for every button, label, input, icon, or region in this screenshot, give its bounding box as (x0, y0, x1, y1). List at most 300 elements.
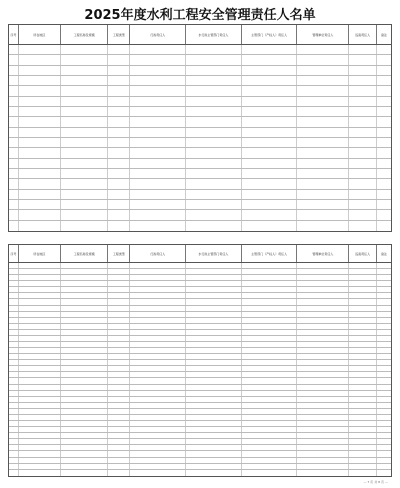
table-cell (108, 159, 130, 168)
table-cell (130, 200, 186, 209)
table-cell (186, 275, 242, 280)
table-cell (297, 445, 349, 450)
col-header: 工程名称及规模 (61, 25, 109, 44)
table-body (9, 263, 391, 476)
table-cell (130, 403, 186, 408)
table-cell (349, 366, 377, 371)
table-cell (108, 312, 130, 317)
table-cell (349, 159, 377, 168)
table-cell (377, 397, 391, 402)
table-cell (242, 470, 298, 476)
table-cell (61, 128, 109, 137)
table-cell (108, 427, 130, 432)
table-cell (349, 464, 377, 469)
table-cell (9, 433, 19, 438)
table-cell (61, 324, 109, 329)
table-cell (186, 348, 242, 353)
table-cell (242, 293, 298, 298)
table-cell (377, 45, 391, 54)
table-cell (242, 263, 298, 268)
table-cell (19, 342, 61, 347)
table-cell (377, 464, 391, 469)
table-cell (9, 427, 19, 432)
table-cell (108, 403, 130, 408)
table-cell (9, 470, 19, 476)
table-cell (186, 138, 242, 147)
table-cell (297, 97, 349, 106)
table-cell (377, 378, 391, 383)
table-cell (9, 415, 19, 420)
table-cell (108, 97, 130, 106)
table-cell (61, 348, 109, 353)
table-cell (186, 97, 242, 106)
table-cell (108, 421, 130, 426)
table-cell (130, 55, 186, 64)
table-cell (297, 45, 349, 54)
table-cell (186, 221, 242, 231)
table-cell (108, 378, 130, 383)
table-cell (19, 348, 61, 353)
table-cell (130, 354, 186, 359)
table-cell (130, 210, 186, 219)
table-cell (130, 324, 186, 329)
col-header: 工程名称及规模 (61, 245, 109, 262)
table-cell (349, 415, 377, 420)
table-cell (242, 324, 298, 329)
table-cell (377, 312, 391, 317)
table-cell (61, 76, 109, 85)
table-cell (349, 354, 377, 359)
table-cell (61, 378, 109, 383)
table-cell (61, 299, 109, 304)
table-cell (130, 415, 186, 420)
table-body (9, 45, 391, 231)
table-cell (19, 299, 61, 304)
table-row (9, 76, 391, 86)
table-cell (297, 275, 349, 280)
table-cell (19, 281, 61, 286)
table-cell (297, 76, 349, 85)
table-cell (349, 312, 377, 317)
table-cell (61, 336, 109, 341)
table-cell (377, 324, 391, 329)
table-cell (377, 439, 391, 444)
table-cell (377, 348, 391, 353)
table-cell (9, 366, 19, 371)
table-cell (108, 293, 130, 298)
table-cell (108, 55, 130, 64)
table-cell (242, 336, 298, 341)
table-cell (242, 269, 298, 274)
table-cell (61, 263, 109, 268)
table-cell (242, 221, 298, 231)
table-cell (61, 372, 109, 377)
table-cell (61, 45, 109, 54)
table-cell (349, 97, 377, 106)
table-cell (242, 281, 298, 286)
table-cell (349, 190, 377, 199)
table-cell (377, 210, 391, 219)
table-cell (19, 138, 61, 147)
table-cell (108, 66, 130, 75)
table-cell (9, 330, 19, 335)
table-cell (242, 360, 298, 365)
table-cell (349, 138, 377, 147)
table-cell (130, 45, 186, 54)
table-cell (108, 299, 130, 304)
table-cell (108, 464, 130, 469)
table-cell (19, 312, 61, 317)
table-cell (349, 318, 377, 323)
table-cell (186, 439, 242, 444)
table-cell (19, 330, 61, 335)
table-cell (61, 190, 109, 199)
table-cell (130, 366, 186, 371)
table-cell (186, 427, 242, 432)
table-cell (108, 324, 130, 329)
table-row (9, 179, 391, 189)
table-row (9, 190, 391, 200)
table-cell (377, 190, 391, 199)
table-row (9, 97, 391, 107)
table-cell (9, 169, 19, 178)
table-cell (242, 55, 298, 64)
table-cell (349, 221, 377, 231)
table-cell (9, 86, 19, 95)
table-cell (377, 287, 391, 292)
table-cell (61, 360, 109, 365)
col-header: 序号 (9, 245, 19, 262)
table-cell (61, 287, 109, 292)
table-cell (297, 128, 349, 137)
table-cell (61, 312, 109, 317)
table-cell (242, 421, 298, 426)
table-cell (19, 415, 61, 420)
table-cell (377, 451, 391, 456)
table-cell (349, 210, 377, 219)
table-cell (242, 148, 298, 157)
table-cell (9, 275, 19, 280)
table-cell (130, 148, 186, 157)
table-cell (130, 427, 186, 432)
table-cell (19, 169, 61, 178)
table-cell (9, 190, 19, 199)
table-cell (19, 354, 61, 359)
table-cell (9, 281, 19, 286)
table-cell (186, 360, 242, 365)
table-cell (130, 269, 186, 274)
table-cell (297, 378, 349, 383)
table-cell (349, 348, 377, 353)
col-header: 备注 (381, 251, 388, 256)
table-cell (349, 55, 377, 64)
table-cell (61, 464, 109, 469)
table-cell (377, 385, 391, 390)
table-cell (186, 397, 242, 402)
table-cell (19, 263, 61, 268)
table-cell (242, 397, 298, 402)
table-cell (130, 312, 186, 317)
table-row (9, 128, 391, 138)
table-cell (19, 378, 61, 383)
table-cell (377, 148, 391, 157)
table-cell (186, 342, 242, 347)
table-cell (242, 45, 298, 54)
table-cell (130, 287, 186, 292)
table-cell (130, 336, 186, 341)
table-cell (61, 439, 109, 444)
col-header: 主管部门（产权人）责任人 (242, 25, 298, 44)
table-row (9, 159, 391, 169)
table-cell (349, 148, 377, 157)
table-cell (130, 281, 186, 286)
table-cell (130, 348, 186, 353)
table-cell (19, 421, 61, 426)
col-header: 巡查责任人 (349, 25, 377, 44)
table-cell (19, 148, 61, 157)
table-cell (242, 76, 298, 85)
table-cell (349, 427, 377, 432)
table-cell (19, 55, 61, 64)
table-cell (377, 342, 391, 347)
table-cell (242, 275, 298, 280)
table-cell (297, 458, 349, 463)
table-cell (186, 324, 242, 329)
table-cell (377, 318, 391, 323)
table-cell (108, 360, 130, 365)
table-cell (349, 107, 377, 116)
table-cell (19, 97, 61, 106)
table-cell (61, 159, 109, 168)
table-cell (186, 293, 242, 298)
col-header: 管理单位责任人 (297, 245, 349, 262)
table-cell (377, 470, 391, 476)
table-cell (186, 336, 242, 341)
table-cell (61, 66, 109, 75)
table-cell (108, 445, 130, 450)
table-cell (19, 397, 61, 402)
table-cell (9, 293, 19, 298)
table-cell (61, 97, 109, 106)
table-cell (19, 403, 61, 408)
table-cell (9, 200, 19, 209)
table-cell (349, 117, 377, 126)
table-cell (242, 210, 298, 219)
table-cell (9, 342, 19, 347)
table-cell (130, 421, 186, 426)
table-cell (186, 76, 242, 85)
table-cell (61, 200, 109, 209)
table-cell (186, 433, 242, 438)
table-cell (242, 451, 298, 456)
table-row (9, 210, 391, 220)
table-cell (130, 360, 186, 365)
table-cell (19, 107, 61, 116)
table-cell (377, 138, 391, 147)
table-cell (19, 293, 61, 298)
table-cell (297, 385, 349, 390)
table-cell (297, 336, 349, 341)
table-cell (130, 330, 186, 335)
table-cell (297, 169, 349, 178)
table-cell (186, 128, 242, 137)
table-cell (242, 385, 298, 390)
table-cell (377, 76, 391, 85)
table-cell (297, 138, 349, 147)
responsibility-table-2 (8, 244, 392, 477)
table-cell (242, 378, 298, 383)
table-cell (19, 128, 61, 137)
table-cell (349, 275, 377, 280)
table-cell (130, 342, 186, 347)
table-cell (349, 76, 377, 85)
table-row (9, 200, 391, 210)
table-cell (377, 107, 391, 116)
table-row (9, 169, 391, 179)
table-cell (130, 169, 186, 178)
table-cell (186, 281, 242, 286)
table-cell (61, 210, 109, 219)
table-cell (186, 458, 242, 463)
table-cell (108, 221, 130, 231)
table-cell (349, 179, 377, 188)
table-cell (19, 200, 61, 209)
table-cell (349, 439, 377, 444)
table-cell (377, 117, 391, 126)
table-cell (61, 397, 109, 402)
table-cell (349, 45, 377, 54)
table-cell (186, 451, 242, 456)
table-cell (297, 318, 349, 323)
table-cell (186, 200, 242, 209)
table-cell (297, 330, 349, 335)
table-cell (130, 117, 186, 126)
table-cell (61, 281, 109, 286)
table-cell (108, 306, 130, 311)
table-cell (349, 306, 377, 311)
table-cell (297, 354, 349, 359)
table-cell (297, 372, 349, 377)
table-cell (349, 451, 377, 456)
table-cell (242, 287, 298, 292)
table-cell (377, 128, 391, 137)
table-cell (297, 210, 349, 219)
table-cell (108, 128, 130, 137)
table-cell (108, 372, 130, 377)
table-cell (130, 439, 186, 444)
table-cell (61, 169, 109, 178)
table-cell (130, 372, 186, 377)
table-cell (186, 86, 242, 95)
table-cell (19, 318, 61, 323)
table-cell (186, 312, 242, 317)
table-cell (186, 354, 242, 359)
table-cell (297, 117, 349, 126)
table-cell (9, 354, 19, 359)
table-cell (9, 421, 19, 426)
table-row (9, 55, 391, 65)
table-cell (108, 275, 130, 280)
table-cell (108, 330, 130, 335)
table-cell (349, 281, 377, 286)
table-row (9, 107, 391, 117)
table-cell (349, 293, 377, 298)
table-cell (61, 179, 109, 188)
table-cell (130, 66, 186, 75)
table-cell (108, 263, 130, 268)
table-cell (242, 306, 298, 311)
table-cell (186, 330, 242, 335)
table-cell (377, 159, 391, 168)
table-cell (349, 324, 377, 329)
table-cell (130, 97, 186, 106)
table-cell (9, 76, 19, 85)
table-cell (9, 97, 19, 106)
table-cell (130, 464, 186, 469)
table-cell (297, 427, 349, 432)
table-cell (61, 415, 109, 420)
table-cell (186, 421, 242, 426)
col-header: 工程类型 (108, 25, 130, 44)
table-cell (61, 138, 109, 147)
table-cell (108, 287, 130, 292)
table-cell (242, 464, 298, 469)
table-cell (61, 342, 109, 347)
table-cell (377, 445, 391, 450)
table-cell (108, 210, 130, 219)
table-cell (108, 169, 130, 178)
table-cell (108, 385, 130, 390)
table-cell (377, 66, 391, 75)
table-cell (19, 179, 61, 188)
table-cell (108, 415, 130, 420)
table-cell (377, 427, 391, 432)
table-cell (297, 66, 349, 75)
table-cell (130, 458, 186, 463)
table-cell (61, 403, 109, 408)
table-cell (297, 287, 349, 292)
table-cell (297, 397, 349, 402)
table-cell (377, 421, 391, 426)
table-cell (130, 76, 186, 85)
table-cell (297, 433, 349, 438)
table-cell (130, 263, 186, 268)
table-cell (108, 76, 130, 85)
table-cell (130, 159, 186, 168)
table-cell (242, 138, 298, 147)
table-cell (108, 354, 130, 359)
table-cell (130, 433, 186, 438)
table-cell (61, 391, 109, 396)
table-cell (108, 318, 130, 323)
table-cell (186, 107, 242, 116)
table-cell (349, 378, 377, 383)
table-cell (108, 107, 130, 116)
col-header: 行政责任人 (130, 245, 186, 262)
table-cell (108, 148, 130, 157)
table-cell (61, 354, 109, 359)
table-cell (242, 348, 298, 353)
table-cell (19, 427, 61, 432)
table-cell (349, 169, 377, 178)
table-cell (9, 263, 19, 268)
table-cell (19, 409, 61, 414)
table-cell (297, 421, 349, 426)
table-cell (242, 97, 298, 106)
table-cell (9, 445, 19, 450)
table-cell (242, 372, 298, 377)
table-cell (349, 409, 377, 414)
